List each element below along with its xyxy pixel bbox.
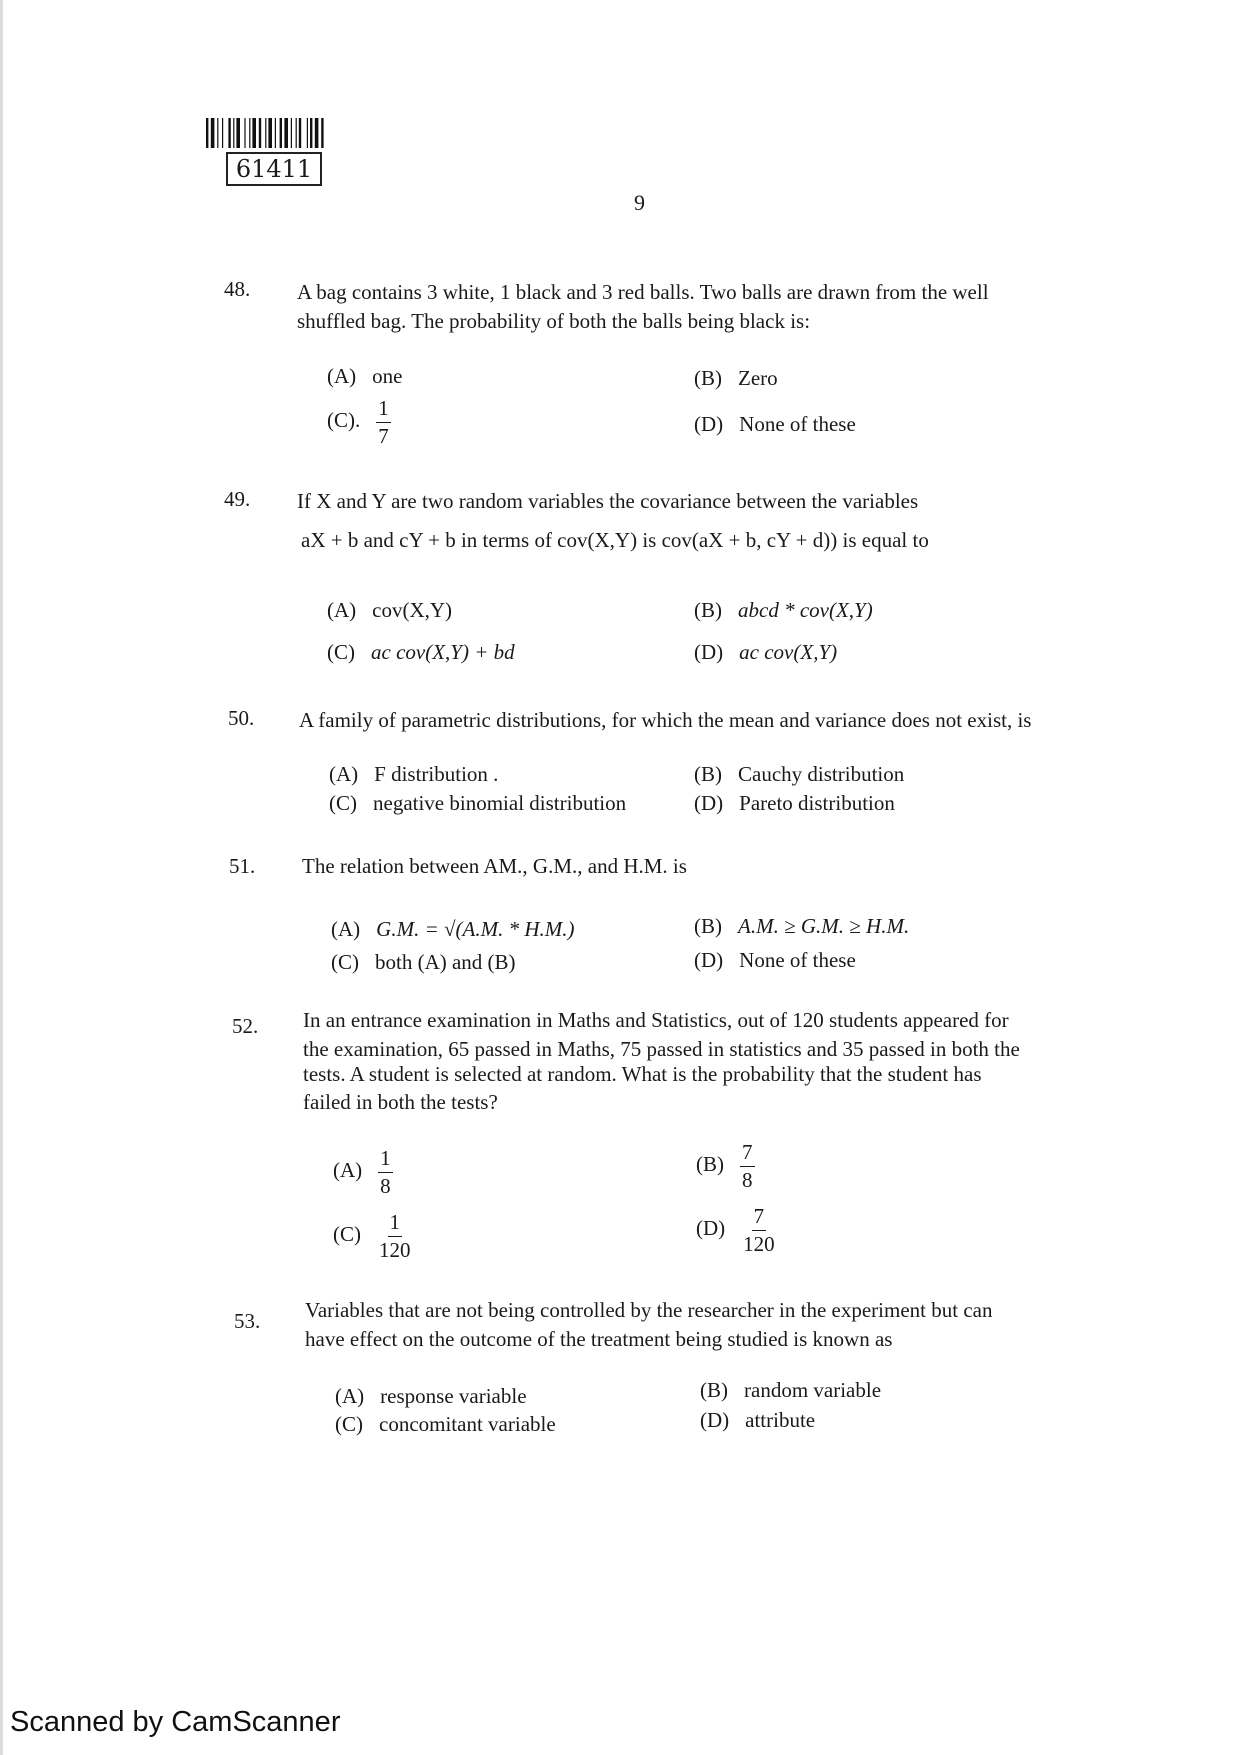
- option-b: (B) Cauchy distribution: [694, 762, 905, 786]
- option-a: (A) response variable: [335, 1384, 527, 1408]
- question-text: Variables that are not being controlled by the researcher in the experiment but can: [305, 1298, 993, 1322]
- option-a: (A) $\frac{1}{8}$: [333, 1146, 391, 1198]
- fraction: $\frac{1}{120}$: [379, 1210, 411, 1262]
- question-text: A bag contains 3 white, 1 black and 3 red balls. Two balls are drawn from the well: [297, 280, 989, 304]
- question-number: 48.: [224, 277, 251, 301]
- scanner-watermark: Scanned by CamScanner: [10, 1706, 341, 1738]
- option-d: (D) Pareto distribution: [694, 791, 895, 815]
- option-c: (C) ac cov(X,Y) + bd: [327, 640, 515, 664]
- option-b: (B) abcd * cov(X,Y): [694, 598, 873, 622]
- fraction: $\frac{1}{7}$: [378, 396, 389, 448]
- option-d: (D) $\frac{7}{120}$: [696, 1204, 775, 1256]
- question-text: A family of parametric distributions, for which the mean and variance does not exist, is: [299, 708, 1032, 732]
- scan-edge: [0, 0, 3, 1755]
- option-a: (A) one: [327, 364, 403, 388]
- option-a: (A) F distribution .: [329, 762, 499, 786]
- question-number: 52.: [232, 1014, 259, 1038]
- question-text: tests. A student is selected at random. What is the probability that the student has: [303, 1062, 982, 1086]
- option-b: (B) Zero: [694, 366, 778, 390]
- option-c: (C) negative binomial distribution: [329, 791, 627, 815]
- page-number: 9: [634, 190, 645, 215]
- question-text: If X and Y are two random variables the covariance between the variables: [297, 489, 919, 513]
- option-c: (C) concomitant variable: [335, 1412, 556, 1436]
- option-d: (D) None of these: [694, 412, 856, 436]
- question-number: 49.: [224, 487, 251, 511]
- question-text: The relation between AM., G.M., and H.M. is: [302, 854, 687, 878]
- question-text: have effect on the outcome of the treatment being studied is known as: [305, 1327, 893, 1351]
- paper-code: 61411: [226, 152, 322, 186]
- barcode-image: [206, 118, 366, 148]
- option-b: (B) random variable: [700, 1378, 882, 1402]
- option-d: (D) attribute: [700, 1408, 816, 1432]
- option-c: (C) both (A) and (B): [331, 950, 516, 974]
- option-b: (B) A.M. ≥ G.M. ≥ H.M.: [694, 914, 910, 938]
- option-a: (A) cov(X,Y): [327, 598, 453, 622]
- option-b: (B) $\frac{7}{8}$: [696, 1140, 753, 1192]
- question-text: failed in both the tests?: [303, 1090, 498, 1114]
- question-number: 50.: [228, 706, 255, 730]
- question-text: the examination, 65 passed in Maths, 75 passed in statistics and 35 passed in both the: [303, 1037, 1020, 1061]
- fraction: $\frac{7}{8}$: [742, 1140, 753, 1192]
- question-number: 51.: [229, 854, 256, 878]
- question-text: shuffled bag. The probability of both the balls being black is:: [297, 309, 811, 333]
- fraction: $\frac{7}{120}$: [743, 1204, 775, 1256]
- question-text: aX + b and cY + b in terms of cov(X,Y) is cov(aX + b, cY + d)) is equal to: [301, 528, 929, 552]
- question-text: In an entrance examination in Maths and Statistics, out of 120 students appeared for: [303, 1008, 1009, 1032]
- option-a: (A) G.M. = √(A.M. * H.M.): [331, 917, 575, 941]
- option-d: (D) ac cov(X,Y): [694, 640, 838, 664]
- option-c: (C) $\frac{1}{120}$: [333, 1210, 411, 1262]
- fraction: $\frac{1}{8}$: [380, 1146, 391, 1198]
- question-number: 53.: [234, 1309, 261, 1333]
- option-c: (C). $\frac{1}{7}$: [327, 396, 389, 448]
- option-d: (D) None of these: [694, 948, 856, 972]
